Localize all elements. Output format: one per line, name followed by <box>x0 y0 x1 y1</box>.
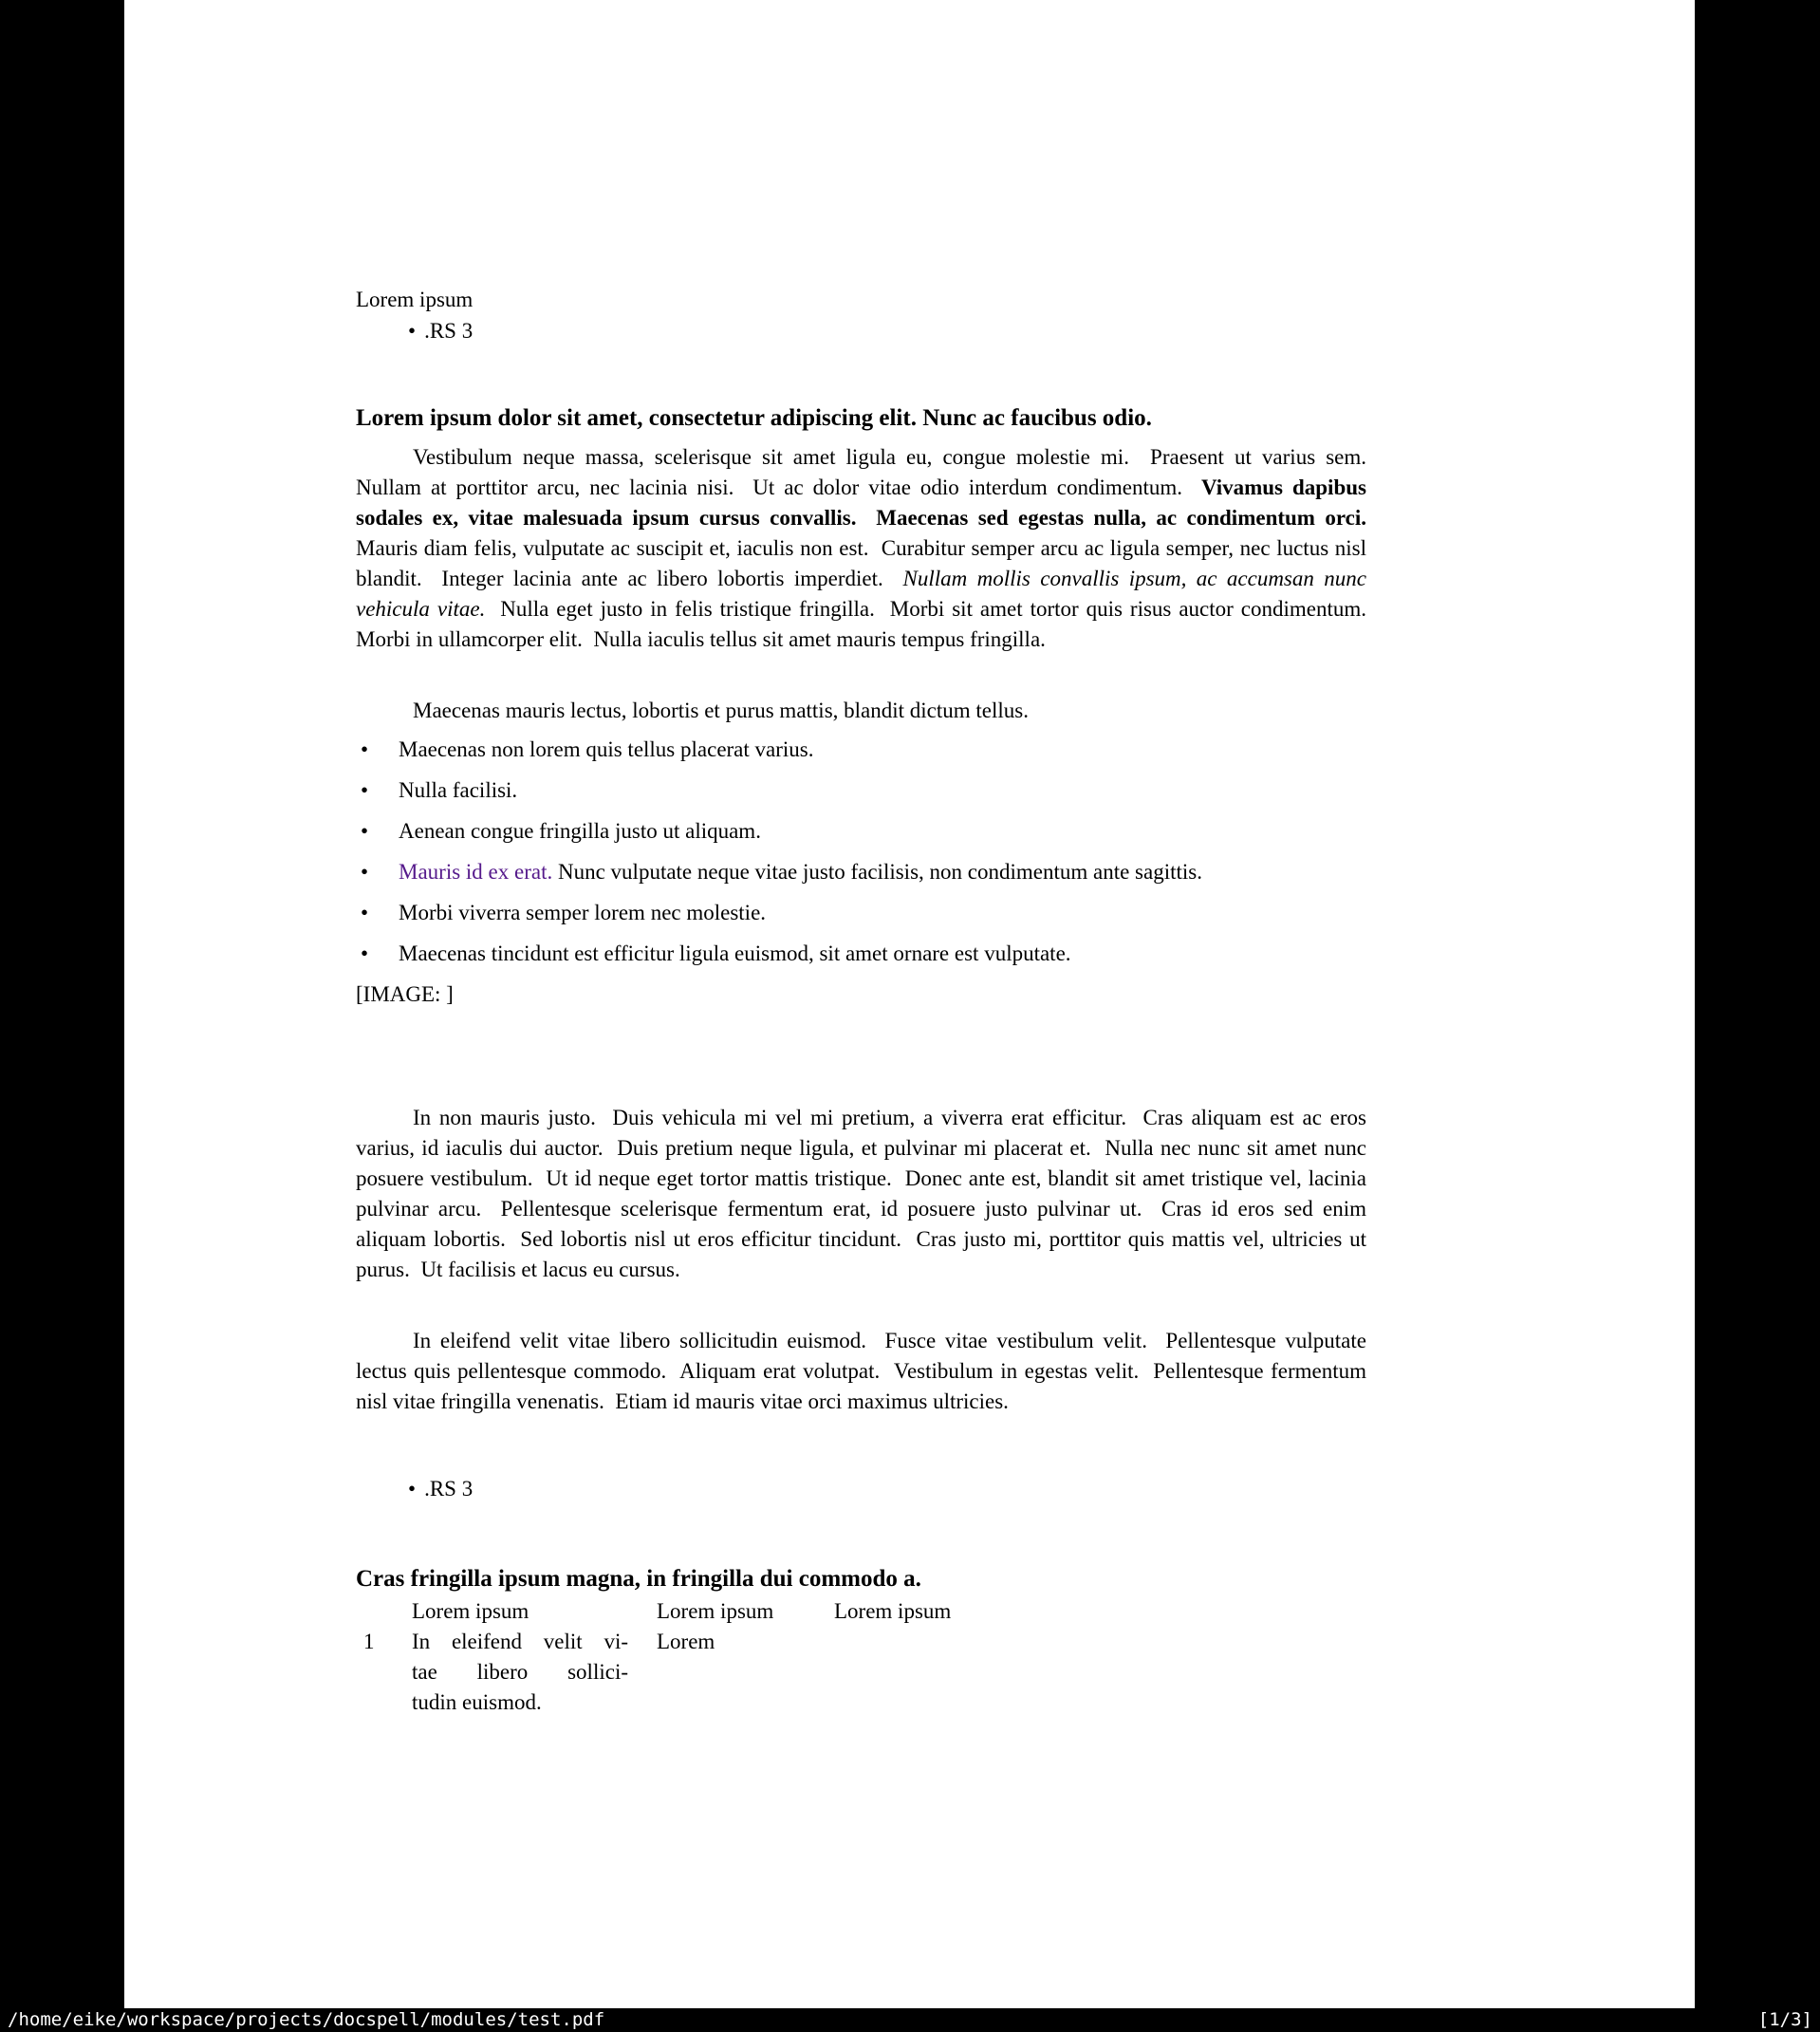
bullet-glyph: • <box>361 778 369 802</box>
bullet-text: Aenean congue fringilla justo ut aliquam. <box>399 819 761 843</box>
bullet-item <box>356 735 1366 765</box>
paragraph-1 <box>356 442 1378 655</box>
intro-line: Lorem ipsum <box>356 288 474 311</box>
table-header-2: Lorem ipsum <box>657 1599 774 1623</box>
bullet-glyph: • <box>361 941 369 965</box>
bullet-item <box>356 816 1366 847</box>
table-header-3: Lorem ipsum <box>834 1599 952 1623</box>
bullet-item <box>356 939 1366 969</box>
bullet-text: Maecenas tincidunt est efficitur ligula euismod, sit amet ornare est vulputate. <box>399 941 1071 965</box>
bullet-glyph: • <box>361 819 369 843</box>
bullet-item <box>356 898 1366 928</box>
paragraph-2: In non mauris justo. Duis vehicula mi vel mi pretium, a viverra erat efficitur. Cras aliquam est ac eros varius, id iaculis dui auctor. Duis pretium neque ligula, et pulvinar mi placerat et. Nulla nec nunc sit amet nunc posuere vestibulum. Ut id neque eget tortor mattis tristique. Donec ante est, blandit sit amet tristique vel, lacinia pulvinar arcu. Pellentesque scelerisque fermentum erat, id posuere justo pulvinar ut. Cras id eros sed enim aliquam lobortis. Sed lobortis nisl ut eros efficitur tincidunt. Cras justo mi, porttitor quis mattis vel, ultricies ut purus. Ut facilisis et lacus eu cursus. <box>356 1106 1372 1281</box>
bullet-item <box>356 857 1366 887</box>
image-placeholder: [IMAGE: ] <box>356 982 454 1006</box>
section-heading-1: Lorem ipsum dolor sit amet, consectetur adipiscing elit. Nunc ac faucibus odio. <box>356 405 1152 431</box>
table-header-1: Lorem ipsum <box>412 1599 529 1623</box>
rs-bullet-text: .RS 3 <box>424 1477 474 1501</box>
bullet-text: Maecenas non lorem quis tellus placerat varius. <box>399 737 814 761</box>
pdf-page <box>124 0 1695 2008</box>
rs-bullet-text: .RS 3 <box>424 319 474 343</box>
paragraph-segment-normal: Vestibulum neque massa, scelerisque sit amet ligula eu, congue molestie mi. Praesent ut varius sem. Nullam at porttitor arcu, nec lacinia nisi. Ut ac dolor vitae odio interdum condimentum. <box>356 445 1378 499</box>
table-cell-col2: Lorem <box>657 1630 715 1653</box>
bullet-text: Morbi viverra semper lorem nec molestie. <box>399 901 767 924</box>
bullet-glyph: • <box>408 319 417 343</box>
bullet-list <box>356 735 1366 979</box>
table-cell-line: In eleifend velit vi- <box>412 1630 628 1653</box>
bullet-glyph: • <box>361 901 369 924</box>
bullet-text: Mauris id ex erat. Nunc vulputate neque vitae justo facilisis, non condimentum ante sagittis. <box>399 860 1202 884</box>
paragraph-3: In eleifend velit vitae libero sollicitudin euismod. Fusce vitae vestibulum velit. Pellentesque vulputate lectus quis pellentesque commodo. Aliquam erat volutpat. Vestibulum in egestas velit. Pellentesque fermentum nisl vitae fringilla venenatis. Etiam id mauris vitae orci maximus ultricies. <box>356 1329 1372 1413</box>
bullet-item <box>356 775 1366 806</box>
table-row-number: 1 <box>363 1630 375 1653</box>
paragraph-segment-normal: Mauris diam felis, vulputate ac suscipit et, iaculis non est. Curabitur semper arcu ac ligula semper, nec luctus nisl blandit. Integer lacinia ante ac libero lobortis imperdiet. <box>356 536 1372 590</box>
statusbar <box>0 2008 1820 2032</box>
section-heading-2: Cras fringilla ipsum magna, in fringilla dui commodo a. <box>356 1566 921 1592</box>
rs-bullet-item-1 <box>408 316 473 346</box>
table-cell-col1 <box>412 1627 628 1718</box>
paragraph-segment-italic: Nullam mollis convallis ipsum, ac accumsan nunc vehicula vitae. <box>356 567 1372 621</box>
bullet-glyph: • <box>408 1477 417 1501</box>
pdf-link[interactable]: Mauris id ex erat. <box>399 860 553 884</box>
bullet-glyph: • <box>361 737 369 761</box>
paragraph-segment-bold: Vivamus dapibus sodales ex, vitae malesuada ipsum cursus convallis. Maecenas sed egestas nulla, ac condimentum orci. <box>356 475 1372 530</box>
maecenas-line: Maecenas mauris lectus, lobortis et purus mattis, blandit dictum tellus. <box>413 699 1029 722</box>
bullet-glyph: • <box>361 860 369 884</box>
statusbar-file-path: /home/eike/workspace/projects/docspell/modules/test.pdf <box>8 2009 605 2030</box>
paragraph-segment-normal: Nulla eget justo in felis tristique fringilla. Morbi sit amet tortor quis risus auctor condimentum. Morbi in ullamcorper elit. Nulla iaculis tellus sit amet mauris tempus fringilla. <box>356 597 1378 651</box>
statusbar-page-indicator: [1/3] <box>1757 2009 1812 2030</box>
rs-bullet-item-2 <box>408 1474 473 1504</box>
table-cell-line: tudin euismod. <box>412 1690 542 1714</box>
table-cell-line: tae libero sollici- <box>412 1660 628 1684</box>
bullet-text: Nulla facilisi. <box>399 778 518 802</box>
